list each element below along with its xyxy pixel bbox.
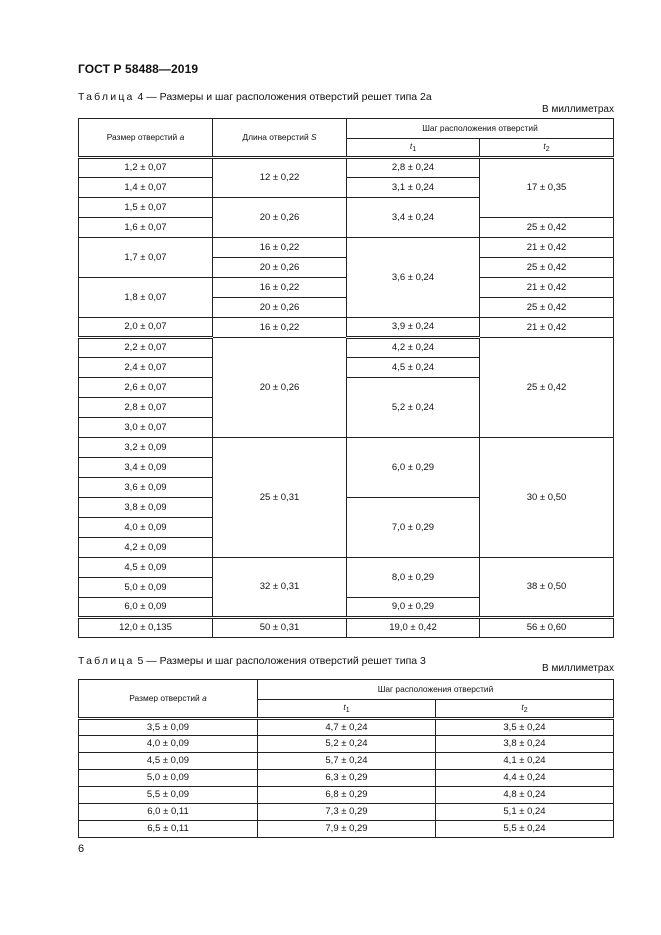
t5-cell-t1: 5,2 ± 0,24: [258, 736, 436, 753]
t4-cell-a: 1,5 ± 0,07: [79, 198, 213, 218]
t4-header-size: Размер отверстий a: [79, 119, 213, 158]
table-row: [79, 736, 614, 753]
t4-header-length: Длина отверстий S: [213, 119, 347, 158]
t4-cell-S: 50 ± 0,31: [213, 618, 347, 638]
t4-cell-t2: 25 ± 0,42: [480, 338, 614, 438]
t5-cell-t1: 7,3 ± 0,29: [258, 804, 436, 821]
table4: [78, 118, 614, 638]
t4-cell-S: 16 ± 0,22: [213, 318, 347, 338]
t5-header-t2: $t_2$: [436, 700, 614, 719]
t4-cell-t1: 4,5 ± 0,24: [347, 358, 480, 378]
t4-cell-a: 1,4 ± 0,07: [79, 178, 213, 198]
t4-cell-a: 3,2 ± 0,09: [79, 438, 213, 458]
t5-cell-a: 5,0 ± 0,09: [79, 770, 258, 787]
t4-cell-S: 12 ± 0,22: [213, 158, 347, 198]
document-standard: ГОСТ Р 58488—2019: [78, 62, 199, 76]
t5-cell-t2: 5,1 ± 0,24: [436, 804, 614, 821]
t4-cell-a: 1,8 ± 0,07: [79, 278, 213, 318]
t4-cell-t2: 25 ± 0,42: [480, 298, 614, 318]
t4-cell-a: 12,0 ± 0,135: [79, 618, 213, 638]
t4-cell-a: 2,0 ± 0,07: [79, 318, 213, 338]
t4-cell-a: 4,0 ± 0,09: [79, 518, 213, 538]
t4-cell-a: 2,6 ± 0,07: [79, 378, 213, 398]
t5-cell-a: 4,0 ± 0,09: [79, 736, 258, 753]
t4-cell-a: 3,6 ± 0,09: [79, 478, 213, 498]
t4-cell-t1: 19,0 ± 0,42: [347, 618, 480, 638]
t4-cell-t1: 6,0 ± 0,29: [347, 438, 480, 498]
t4-cell-S: 16 ± 0,22: [213, 278, 347, 298]
t4-header-pitch: Шаг расположения отверстий: [347, 119, 614, 139]
t4-cell-t2: 25 ± 0,42: [480, 258, 614, 278]
table-row: [79, 753, 614, 770]
t4-cell-t2: 21 ± 0,42: [480, 318, 614, 338]
t4-cell-t1: 5,2 ± 0,24: [347, 378, 480, 438]
t4-cell-S: 32 ± 0,31: [213, 558, 347, 618]
t4-cell-a: 1,7 ± 0,07: [79, 238, 213, 278]
t4-cell-S: 20 ± 0,26: [213, 338, 347, 438]
t5-cell-a: 6,5 ± 0,11: [79, 821, 258, 838]
t5-cell-t2: 3,5 ± 0,24: [436, 719, 614, 736]
table-row: [79, 821, 614, 838]
t5-cell-t1: 4,7 ± 0,24: [258, 719, 436, 736]
t4-cell-a: 6,0 ± 0,09: [79, 598, 213, 618]
t5-cell-t1: 6,8 ± 0,29: [258, 787, 436, 804]
t5-cell-t1: 7,9 ± 0,29: [258, 821, 436, 838]
t5-header-pitch: Шаг расположения отверстий: [258, 680, 614, 700]
table-row: [79, 804, 614, 821]
t4-cell-S: 20 ± 0,26: [213, 298, 347, 318]
table5-caption-text: 5 — Размеры и шаг расположения отверстий решет типа 3: [137, 655, 426, 667]
t4-cell-t2: 38 ± 0,50: [480, 558, 614, 618]
t4-cell-a: 3,4 ± 0,09: [79, 458, 213, 478]
table5-caption-lead: Таблица: [78, 655, 135, 667]
table5-unit: В миллиметрах: [542, 663, 614, 674]
table-row: [79, 770, 614, 787]
t4-cell-a: 2,8 ± 0,07: [79, 398, 213, 418]
t4-cell-a: 1,6 ± 0,07: [79, 218, 213, 238]
t4-header-t2: $t_2$: [480, 139, 614, 158]
t5-cell-a: 3,5 ± 0,09: [79, 719, 258, 736]
t4-cell-S: 20 ± 0,26: [213, 258, 347, 278]
t4-cell-t1: 3,6 ± 0,24: [347, 238, 480, 318]
t4-cell-a: 3,8 ± 0,09: [79, 498, 213, 518]
table-row: [79, 719, 614, 736]
t4-cell-t2: 17 ± 0,35: [480, 158, 614, 218]
table4-caption-lead: Таблица: [78, 91, 135, 103]
t4-cell-a: 5,0 ± 0,09: [79, 578, 213, 598]
t5-cell-t2: 4,1 ± 0,24: [436, 753, 614, 770]
t4-cell-S: 25 ± 0,31: [213, 438, 347, 558]
t5-cell-a: 5,5 ± 0,09: [79, 787, 258, 804]
t5-cell-t2: 4,4 ± 0,24: [436, 770, 614, 787]
t5-header-t1: $t_1$: [258, 700, 436, 719]
t5-header-size: Размер отверстий a: [79, 680, 258, 719]
t5-cell-t2: 5,5 ± 0,24: [436, 821, 614, 838]
t4-cell-t2: 30 ± 0,50: [480, 438, 614, 558]
t4-cell-t1: 3,1 ± 0,24: [347, 178, 480, 198]
table4-unit: В миллиметрах: [542, 104, 614, 115]
t4-cell-a: 1,2 ± 0,07: [79, 158, 213, 178]
t4-header-t1: $t_1$: [347, 139, 480, 158]
t4-cell-t1: 7,0 ± 0,29: [347, 498, 480, 558]
t4-cell-a: 2,4 ± 0,07: [79, 358, 213, 378]
t4-cell-S: 16 ± 0,22: [213, 238, 347, 258]
t4-cell-t2: 25 ± 0,42: [480, 218, 614, 238]
t5-cell-t1: 6,3 ± 0,29: [258, 770, 436, 787]
table4-caption-text: 4 — Размеры и шаг расположения отверстий решет типа 2а: [137, 91, 432, 103]
t5-cell-a: 6,0 ± 0,11: [79, 804, 258, 821]
t4-cell-t1: 2,8 ± 0,24: [347, 158, 480, 178]
t5-cell-t2: 4,8 ± 0,24: [436, 787, 614, 804]
page-number: 6: [78, 843, 85, 855]
t4-cell-t2: 56 ± 0,60: [480, 618, 614, 638]
t4-cell-S: 20 ± 0,26: [213, 198, 347, 238]
t4-cell-a: 4,2 ± 0,09: [79, 538, 213, 558]
t4-cell-t2: 21 ± 0,42: [480, 278, 614, 298]
table5-caption: [78, 655, 426, 667]
t4-cell-t2: 21 ± 0,42: [480, 238, 614, 258]
t4-cell-t1: 4,2 ± 0,24: [347, 338, 480, 358]
t5-cell-t2: 3,8 ± 0,24: [436, 736, 614, 753]
t4-cell-a: 3,0 ± 0,07: [79, 418, 213, 438]
table5: [78, 679, 614, 838]
table-row: [79, 787, 614, 804]
t4-cell-t1: 9,0 ± 0,29: [347, 598, 480, 618]
t4-cell-t1: 3,9 ± 0,24: [347, 318, 480, 338]
t4-cell-t1: 8,0 ± 0,29: [347, 558, 480, 598]
t4-cell-a: 4,5 ± 0,09: [79, 558, 213, 578]
t5-cell-t1: 5,7 ± 0,24: [258, 753, 436, 770]
t5-cell-a: 4,5 ± 0,09: [79, 753, 258, 770]
table4-caption: [78, 91, 432, 103]
t4-cell-a: 2,2 ± 0,07: [79, 338, 213, 358]
t4-cell-t1: 3,4 ± 0,24: [347, 198, 480, 238]
